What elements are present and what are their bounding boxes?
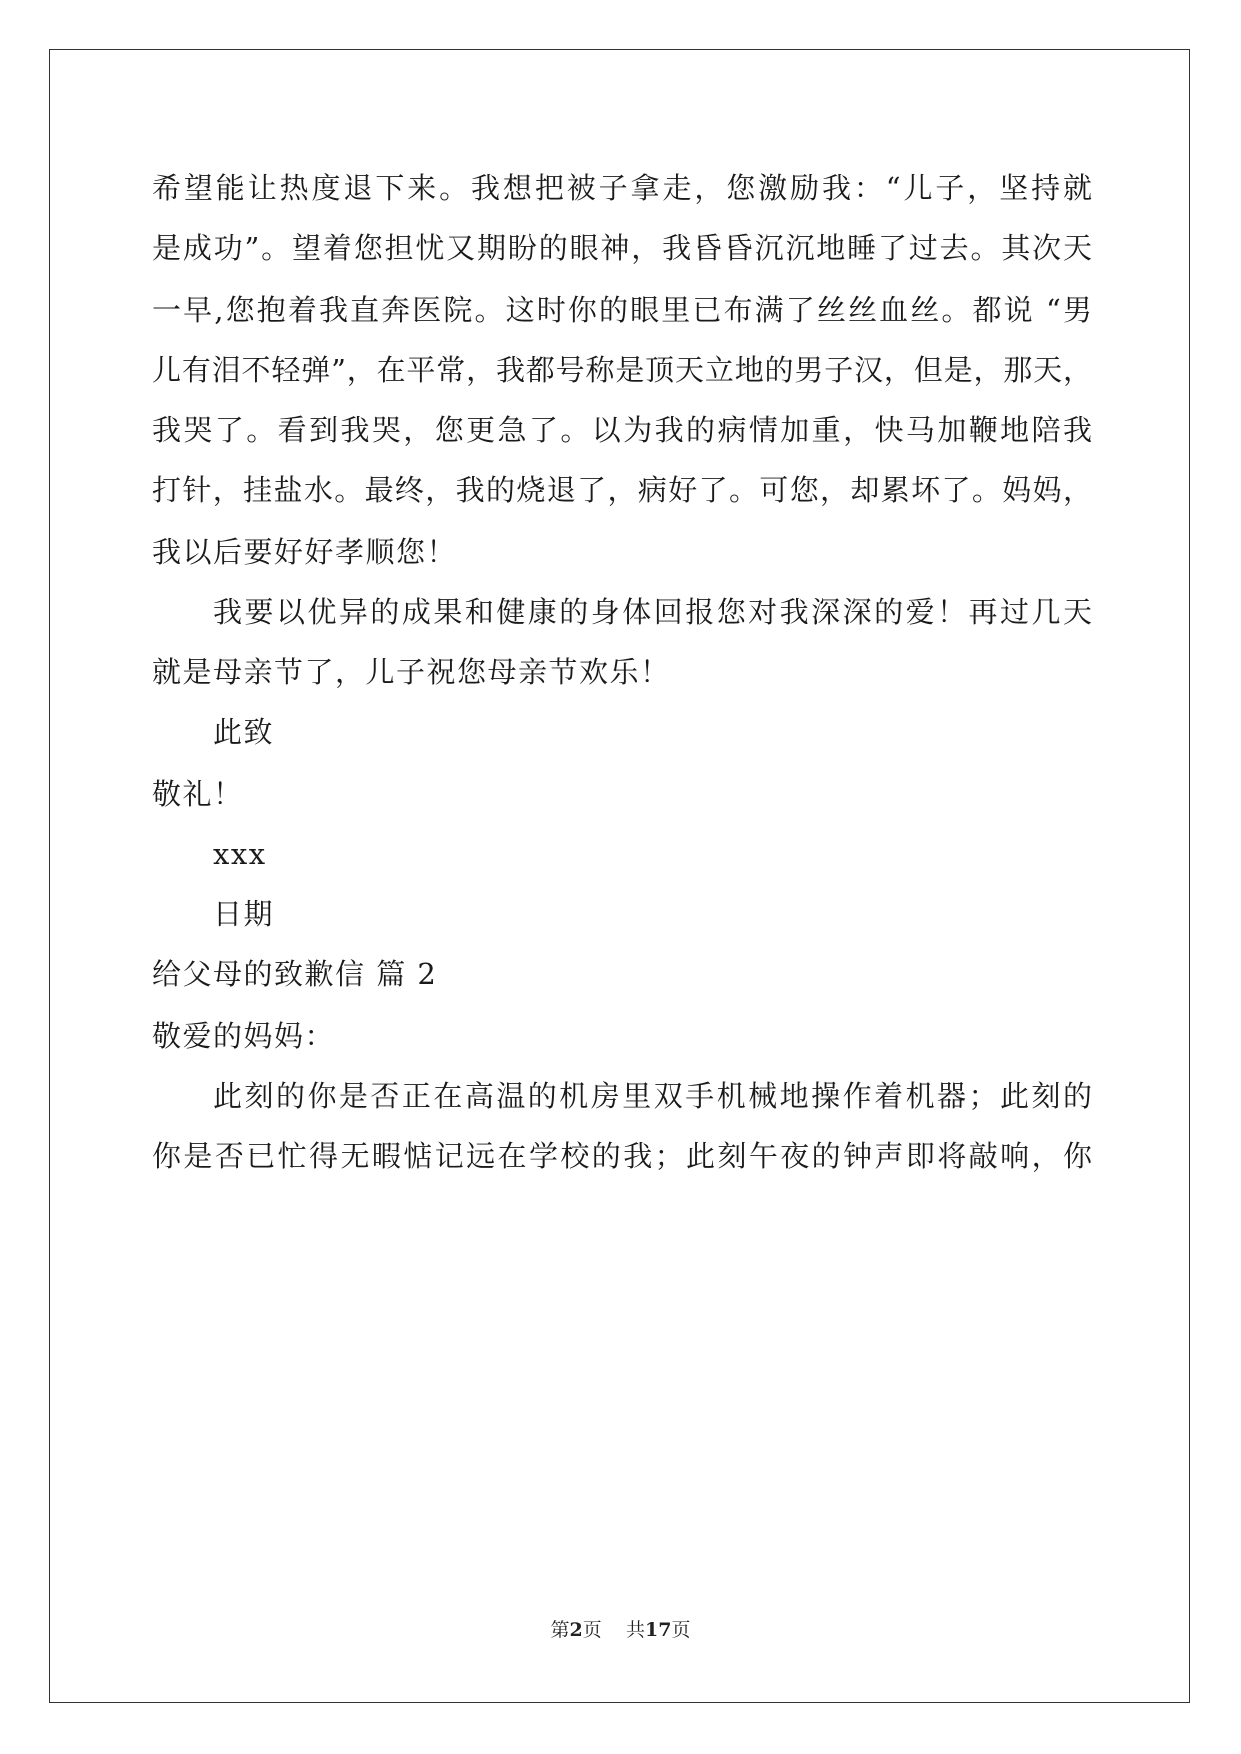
body-line-8: 我要以优异的成果和健康的身体回报您对我深深的爱！再过几天 [213, 595, 1092, 629]
body-line-9: 就是母亲节了，儿子祝您母亲节欢乐！ [152, 655, 671, 689]
letter-greeting: 敬爱的妈妈： [152, 1019, 336, 1053]
body-line-6: 打针，挂盐水。最终，我的烧退了，病好了。可您，却累坏了。妈妈， [152, 473, 1092, 507]
body-line-5: 我哭了。看到我哭，您更急了。以为我的病情加重，快马加鞭地陪我 [152, 413, 1092, 447]
body-line-10: 此刻的你是否正在高温的机房里双手机械地操作着机器；此刻的 [213, 1079, 1092, 1113]
footer-page-prefix: 第 [550, 1619, 570, 1641]
closing-regards: 敬礼！ [152, 777, 244, 811]
body-line-4: 儿有泪不轻弹”，在平常，我都号称是顶天立地的男子汉，但是，那天， [152, 353, 1092, 387]
body-line-2: 是成功”。望着您担忧又期盼的眼神，我昏昏沉沉地睡了过去。其次天 [152, 231, 1092, 265]
signature-date: 日期 [213, 897, 275, 931]
body-line-7: 我以后要好好孝顺您！ [152, 535, 458, 569]
footer-page-suffix: 页 [582, 1619, 602, 1641]
page-footer [0, 1618, 1241, 1642]
footer-total-pages: 17 [644, 1619, 672, 1641]
footer-total-prefix: 共 [625, 1619, 645, 1641]
body-line-1: 希望能让热度退下来。我想把被子拿走，您激励我：“儿子，坚持就 [152, 171, 1092, 205]
footer-total-suffix: 页 [671, 1619, 691, 1641]
closing-salutation: 此致 [213, 715, 275, 749]
signature-name: xxx [213, 837, 267, 871]
body-line-11: 你是否已忙得无暇惦记远在学校的我；此刻午夜的钟声即将敲响，你 [152, 1139, 1092, 1173]
body-line-3: 一早,您抱着我直奔医院。这时你的眼里已布满了丝丝血丝。都说 “男 [152, 293, 1092, 327]
footer-page-number: 2 [569, 1619, 583, 1641]
section-heading: 给父母的致歉信 篇 2 [152, 957, 438, 991]
